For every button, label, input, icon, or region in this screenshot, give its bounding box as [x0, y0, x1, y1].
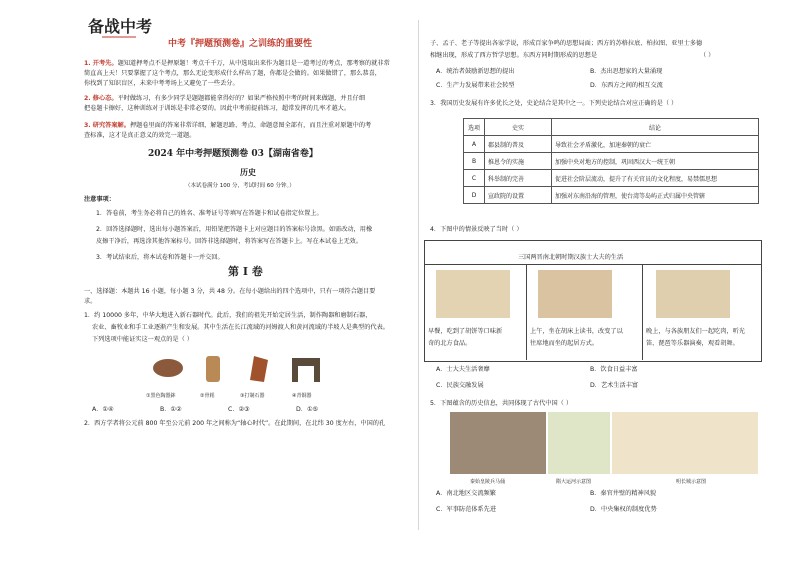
section-title: 第 I 卷 — [228, 265, 263, 278]
q5-option: C．军事防范体系先进 — [436, 506, 497, 513]
q2-option: B．杰出思想家的大量涌现 — [590, 68, 663, 75]
table-cell: 加强对东南沿海的管理，使台湾等岛屿正式归属中央管辖 — [552, 187, 759, 204]
mcq-intro: 求。 — [84, 298, 97, 305]
para-2-line: 把卷题卡擦好，这种训练对于训练是非常必要的。因此中考前提前练习，超常发挥的几率才越大。 — [84, 105, 351, 112]
q4-option: D．艺术生活丰富 — [590, 382, 639, 389]
q5-caption: 秦始皇陵兵马俑 — [470, 479, 506, 485]
q2-option: A．统治者鼓励新思想的提出 — [436, 68, 515, 75]
q4-image-breakfast — [436, 270, 510, 318]
q4-text: 早餐，吃到了胡饼等口味新 — [428, 328, 503, 335]
para-2-line: 平时做练习，有多少同学是题题都能拿得好的？如果严格按照中考的时间来做题，并且仔细 — [117, 95, 366, 102]
q2-line: 2．西方学者将公元前 800 年至公元前 200 年之间称为“轴心时代”。在此期间，在北纬 30 度左右，中国的孔 — [84, 420, 386, 427]
q2-cont-line: 子、孟子、老子等提出各家学说，形成百家争鸣的思想局面；西方的苏格拉底、柏拉图、亚里士多德 — [430, 40, 703, 47]
para-1-line: 题知道押考点不是押原题！考点千千万，从中选取出来作为题目是一道考过的考点，那考察的就非常 — [117, 60, 390, 67]
para-1-line: 你找到了知识盲区，未来中考考场上又避免了一些丢分。 — [84, 80, 239, 87]
q5-option: D．中央集权的制度优势 — [590, 506, 657, 513]
table-cell: A — [464, 136, 485, 153]
para-3-line: 押题卷里面的答案非常详细，解题思路、考点、命题意图全部有，而且注重对原题中的考 — [129, 122, 372, 129]
para-1-label: 1. 开考先。 — [84, 60, 118, 67]
q1-option: A．①④ — [92, 406, 114, 413]
q3-line: 3．我国历史发展有许多优长之处，史论结合是其中之一。下列史论结合对应正确的是（ ） — [430, 100, 678, 107]
q5-image-grand-canal-map — [548, 412, 610, 474]
notice-line: 2．回答选择题时，选出每小题答案后，用铅笔把答题卡上对应题目的答案标号涂黑。如需改动，用橡 — [96, 226, 373, 233]
para-1-line: 简直高上天！只要掌握了这个考点，那么无论变形成什么样出了题，你都是会做的。如果做错了，那么恭喜， — [84, 70, 381, 77]
q1-option: D．①⑤ — [296, 406, 319, 413]
q4-text: 上午，坐在胡床上读书，改变了以 — [530, 328, 623, 335]
q1-caption: ②骨耜 — [200, 393, 215, 399]
notice-line: 3．考试结束后，将本试卷和答题卡一并交回。 — [96, 254, 224, 261]
stone-tool-image — [250, 356, 268, 382]
table-cell: 宣政院的设置 — [485, 187, 552, 204]
q5-option: B．秦官井壁的精神风貌 — [590, 490, 657, 497]
q2-cont-line: （ ） — [700, 52, 715, 59]
q4-box-rule — [424, 264, 762, 265]
q5-option: A．南北地区交流频繁 — [436, 490, 496, 497]
table-cell: 促进社会阶层流动，提升了有关官员的文化程度，易禁儒思想 — [552, 170, 759, 187]
mcq-intro: 一、选择题：本题共 16 小题，每小题 3 分，共 48 分。在每小题给出的四个选项中，只有一项符合题目要 — [84, 288, 376, 295]
column-divider — [418, 20, 419, 530]
para-3 — [84, 122, 371, 130]
table-row — [464, 136, 759, 153]
para-3-line: 查标准，这才是真正意义的效完一道题。 — [84, 132, 196, 139]
table-header-row — [464, 119, 759, 136]
table-cell: 郡县制的普及 — [485, 136, 552, 153]
para-3-label: 3. 研究答案解。 — [84, 122, 130, 129]
q5-caption: 隋大运河示意图 — [556, 479, 592, 485]
q5-line: 5．下图蕴含的历史信息，共同体现了古代中国（ ） — [430, 400, 573, 407]
table-cell: D — [464, 187, 485, 204]
q1-caption: ③打制石器 — [240, 393, 265, 399]
table-row — [464, 170, 759, 187]
q1-option: C．②③ — [228, 406, 250, 413]
q4-option: A．士大夫生活奢靡 — [436, 366, 490, 373]
exam-subject: 历史 — [240, 167, 256, 177]
q2-option: C．生产力发展带来社会转型 — [436, 82, 515, 89]
para-1 — [84, 60, 390, 68]
q4-image-reading — [538, 270, 612, 318]
bone-tool-image — [206, 356, 220, 382]
pottery-bowl-image — [153, 359, 183, 377]
table-cell: 科举制的完善 — [485, 170, 552, 187]
q4-text: 笛、琵琶等乐器演奏，观看胡舞。 — [646, 340, 739, 347]
q1-caption: ①黑色陶器鉢 — [146, 393, 176, 399]
bronze-vessel-image — [292, 358, 320, 382]
table-cell: C — [464, 170, 485, 187]
q1-option: B．①② — [160, 406, 182, 413]
q4-line: 4．下图中的情景反映了当时（ ） — [430, 226, 523, 233]
q1-line: 下列选项中能证实这一观点的是（ ） — [92, 336, 193, 343]
table-header-cell: 选项 — [464, 119, 485, 136]
page-header: 中考『押题预测卷』之训练的重要性 — [168, 39, 313, 49]
q2-cont-line: 相继出现，形成了西方哲学思想。东西方同时期形成的思想是 — [430, 52, 598, 59]
para-2 — [84, 95, 365, 103]
q1-line: 农业、畜牧业和手工业逐渐产生和发展。其中生活在长江流域的河姆渡人和黄河流域的半坡人是典型的代表。 — [92, 324, 389, 331]
table-header-cell: 结论 — [552, 119, 759, 136]
table-cell: 推恩令的实施 — [485, 153, 552, 170]
notice-line: 1．答卷前，考生务必将自己的姓名、准考证号等填写在答题卡和试卷指定位置上。 — [96, 210, 323, 217]
table-cell: B — [464, 153, 485, 170]
q3-table — [463, 118, 759, 204]
q4-option: B．饮食日益丰富 — [590, 366, 638, 373]
q5-caption: 明长城示意图 — [676, 479, 707, 485]
q2-option: D．东西方之间的相互交流 — [590, 82, 663, 89]
q4-option: C．民族交融发展 — [436, 382, 484, 389]
brand-logo — [84, 12, 164, 42]
q4-text: 往席地而坐的起居方式。 — [530, 340, 599, 347]
q4-image-banquet — [656, 270, 730, 318]
notice-line: 皮擦干净后，再选涂其他答案标号。回答非选择题时，将答案写在答题卡上。写在本试卷上无效。 — [96, 238, 363, 245]
exam-title: 2024 年中考押题预测卷 03【湖南省卷】 — [148, 149, 318, 159]
q4-box-sep — [526, 265, 527, 360]
q5-image-great-wall-map — [612, 412, 758, 474]
notice-title: 注意事项： — [84, 196, 115, 203]
q1-caption: ④青铜器 — [292, 393, 312, 399]
para-2-label: 2. 修心态。 — [84, 95, 118, 102]
q4-text: 奇的北方食品。 — [428, 340, 472, 347]
q1-line: 1．约 10000 多年，中华大地进入新石器时代。此后，我们的祖先开始定居生活，制作陶器和磨制石器， — [84, 312, 372, 319]
q4-box-sep — [642, 265, 643, 360]
table-header-cell: 史实 — [485, 119, 552, 136]
artifact-illustrations — [150, 350, 340, 390]
table-row — [464, 187, 759, 204]
table-row — [464, 153, 759, 170]
q4-box-title: 三国两晋南北朝时期汉族士大夫的生活 — [518, 254, 624, 261]
q4-text: 晚上，与各族朋友们一起吃肉，听光 — [646, 328, 745, 335]
logo-text: 备战中考 — [88, 17, 153, 36]
q1-images — [150, 350, 340, 394]
table-cell: 加强中央对地方的控制，巩固西汉大一统王朝 — [552, 153, 759, 170]
exam-meta: （本试卷满分 100 分，考试时间 60 分钟。） — [185, 183, 295, 189]
table-cell: 导致社会矛盾激化，加速秦朝的衰亡 — [552, 136, 759, 153]
q5-image-terracotta — [450, 412, 546, 474]
